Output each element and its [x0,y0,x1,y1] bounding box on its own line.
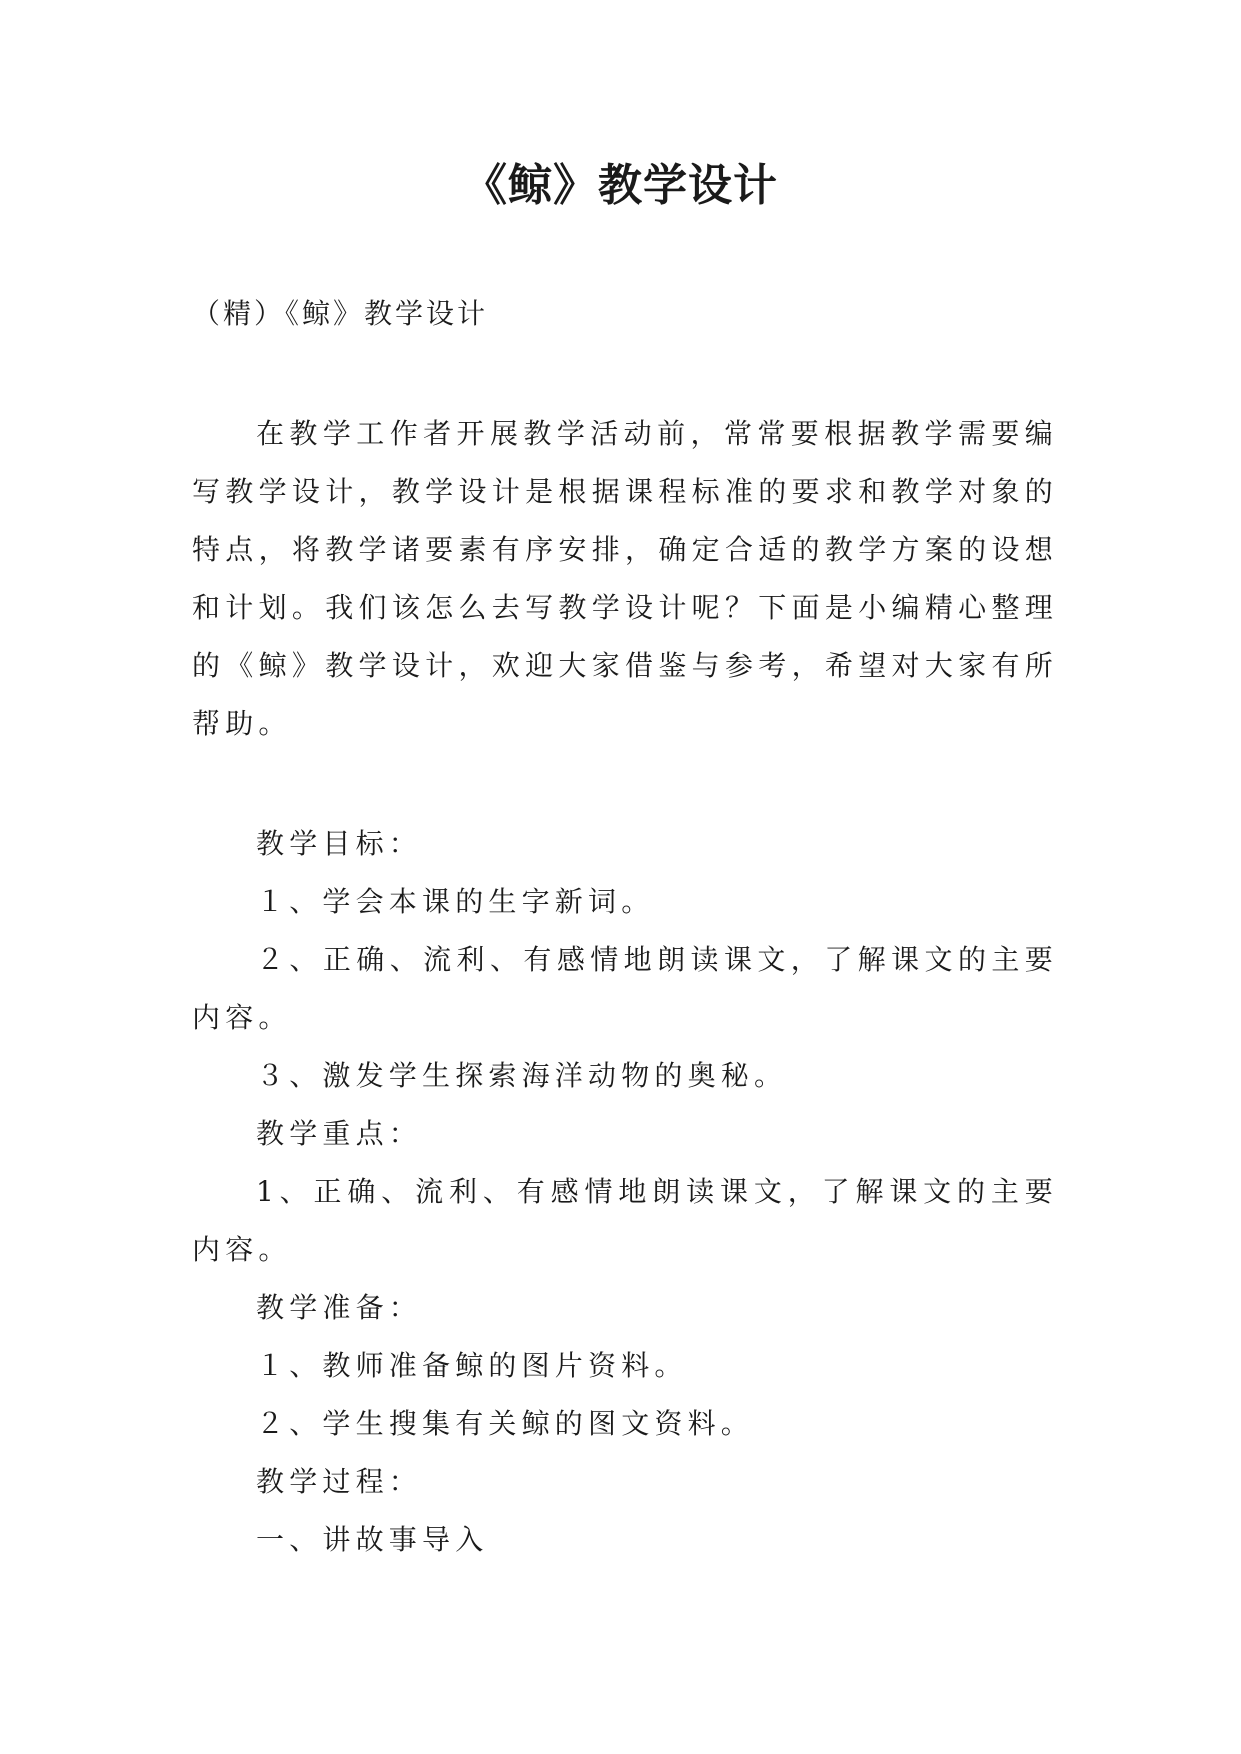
section-heading-preparation: 教学准备： [256,1291,423,1324]
list-item: ２、正确、流利、有感情地朗读课文，了解课文的主要内容。 [192,943,1058,1034]
list-item: １、教师准备鲸的图片资料。 [256,1349,688,1382]
document-subtitle: （精）《鲸》教学设计 [192,297,489,330]
intro-paragraph: 在教学工作者开展教学活动前，常常要根据教学需要编写教学设计，教学设计是根据课程标准的要求和教学对象的特点，将教学诸要素有序安排，确定合适的教学方案的设想和计划。我们该怎么去写教学设计呢？下面是小编精心整理的《鲸》教学设计，欢迎大家借鉴与参考，希望对大家有所帮助。 [192,417,1058,740]
section-heading-key-points: 教学重点： [256,1117,423,1150]
document-title: 《鲸》教学设计 [463,160,778,211]
list-item: １、学会本课的生字新词。 [256,885,655,918]
section-heading-objectives: 教学目标： [256,827,423,860]
section-heading-process: 教学过程： [256,1465,423,1498]
list-item: 1、正确、流利、有感情地朗读课文，了解课文的主要内容。 [192,1175,1058,1266]
list-item: ２、学生搜集有关鲸的图文资料。 [256,1407,755,1440]
list-item: 一、讲故事导入 [256,1523,489,1556]
list-item: ３、激发学生探索海洋动物的奥秘。 [256,1059,788,1092]
document-body [192,815,1058,1569]
